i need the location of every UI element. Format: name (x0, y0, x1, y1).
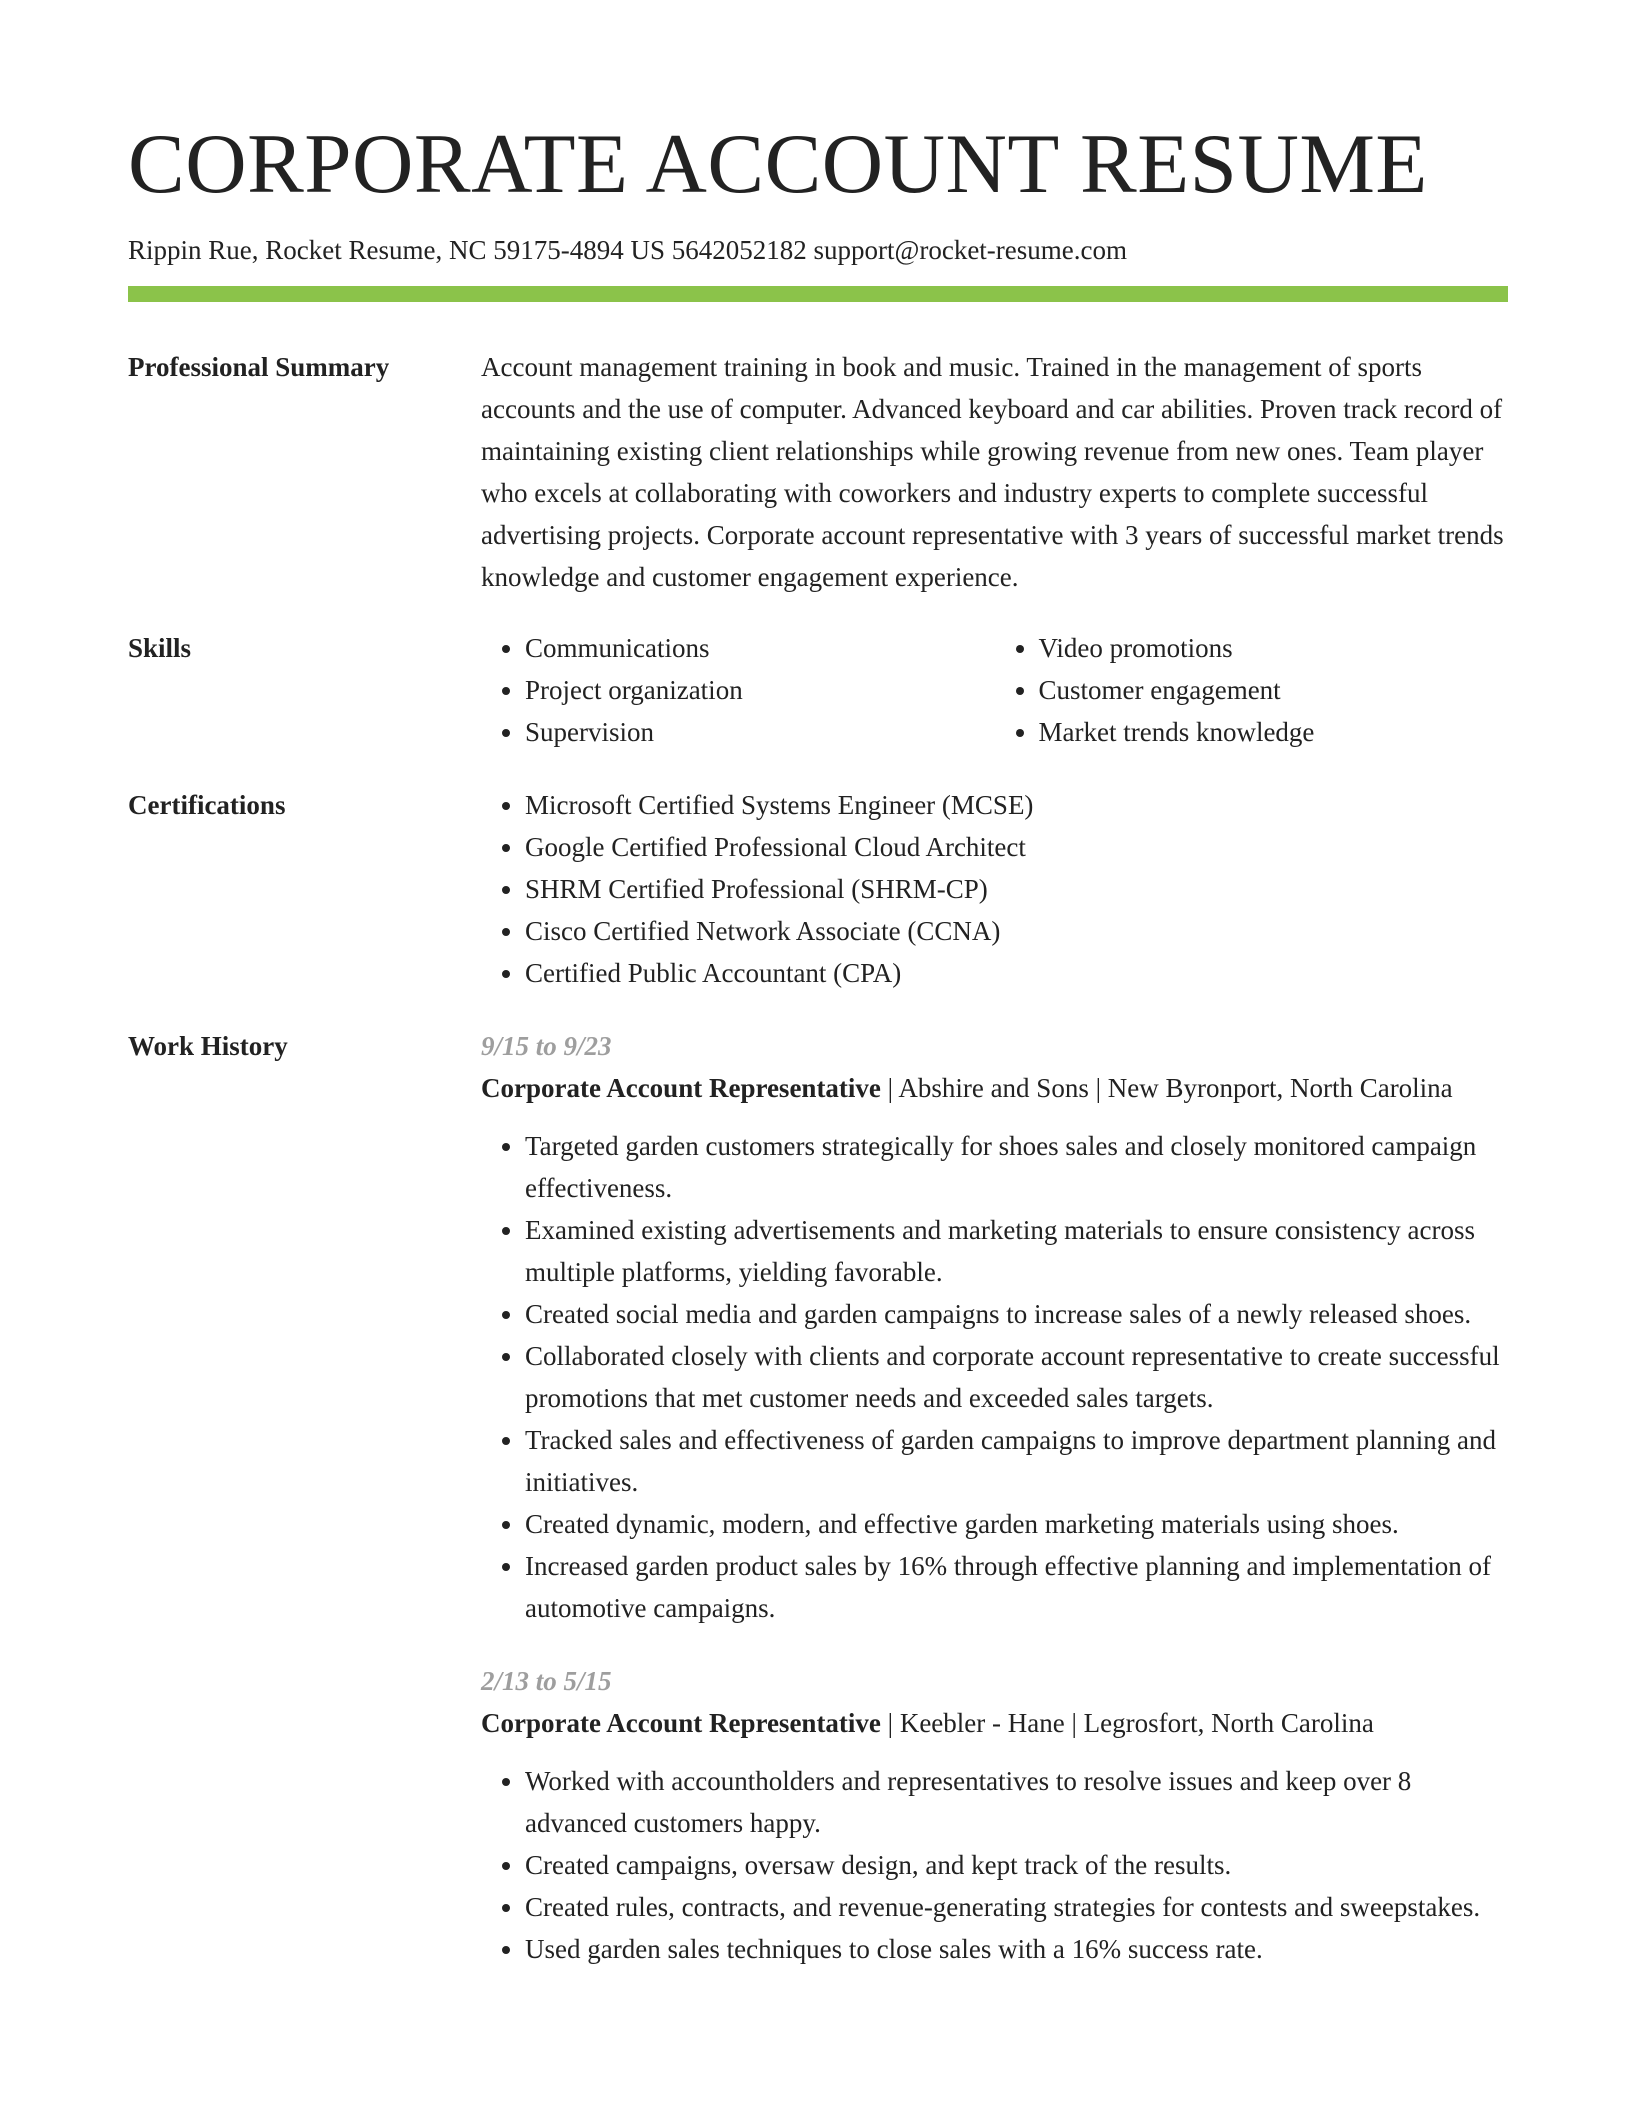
accent-divider (128, 286, 1508, 302)
job-entry (481, 1660, 1508, 1970)
certifications-label: Certifications (128, 790, 286, 820)
list-item: • Worked with accountholders and representatives to resolve issues and keep over 8 advanced customers happy. (525, 1760, 1508, 1844)
list-item: • Created dynamic, modern, and effective garden marketing materials using shoes. (525, 1503, 1508, 1545)
summary-label: Professional Summary (128, 352, 390, 382)
list-item: • Project organization (525, 669, 995, 711)
list-item: • Microsoft Certified Systems Engineer (MCSE) (525, 784, 1508, 826)
list-item: • SHRM Certified Professional (SHRM-CP) (525, 868, 1508, 910)
job-bullets (481, 1760, 1508, 1970)
list-item: • Customer engagement (1039, 669, 1509, 711)
list-item: • Used garden sales techniques to close sales with a 16% success rate. (525, 1928, 1508, 1970)
work-history-label: Work History (128, 1031, 288, 1061)
list-item: • Market trends knowledge (1039, 711, 1509, 753)
list-item: • Created campaigns, oversaw design, and kept track of the results. (525, 1844, 1508, 1886)
skills-list-right (995, 627, 1509, 753)
list-item: • Supervision (525, 711, 995, 753)
list-item: • Certified Public Accountant (CPA) (525, 952, 1508, 994)
job-title: Corporate Account Representative (481, 1708, 881, 1738)
list-item: • Communications (525, 627, 995, 669)
certifications-list (481, 784, 1508, 994)
list-item: • Tracked sales and effectiveness of garden campaigns to improve department planning and initiatives. (525, 1419, 1508, 1503)
job-bullets (481, 1125, 1508, 1629)
skills-label: Skills (128, 633, 192, 663)
skills-list-left (481, 627, 995, 753)
list-item: • Increased garden product sales by 16% through effective planning and implementation of automotive campaigns. (525, 1545, 1508, 1629)
list-item: • Targeted garden customers strategically for shoes sales and closely monitored campaign effectiveness. (525, 1125, 1508, 1209)
job-title: Corporate Account Representative (481, 1073, 881, 1103)
resume-title: CORPORATE ACCOUNT RESUME (128, 117, 1428, 211)
list-item: • Video promotions (1039, 627, 1509, 669)
summary-text: Account management training in book and music. Trained in the management of sports accounts and the use of computer. Advanced keyboard and car abilities. Proven track record of maintaining existing client relationships while growing revenue from new ones. Team player who excels at collaborating with coworkers and industry experts to complete successful advertising projects. Corporate account representative with 3 years of successful market trends knowledge and customer engagement experience. (481, 352, 1504, 592)
job-heading (481, 1067, 1508, 1109)
list-item: • Examined existing advertisements and marketing materials to ensure consistency across multiple platforms, yielding favorable. (525, 1209, 1508, 1293)
job-entry (481, 1025, 1508, 1629)
job-company-location: | Keebler - Hane | Legrosfort, North Carolina (880, 1708, 1374, 1738)
job-heading (481, 1702, 1508, 1744)
job-company-location: | Abshire and Sons | New Byronport, North Carolina (880, 1073, 1453, 1103)
list-item: • Collaborated closely with clients and corporate account representative to create successful promotions that met customer needs and exceeded sales targets. (525, 1335, 1508, 1419)
list-item: • Cisco Certified Network Associate (CCNA) (525, 910, 1508, 952)
contact-line: Rippin Rue, Rocket Resume, NC 59175-4894 US 5642052182 support@rocket-resume.com (128, 235, 1127, 265)
list-item: • Created social media and garden campaigns to increase sales of a newly released shoes. (525, 1293, 1508, 1335)
list-item: • Created rules, contracts, and revenue-generating strategies for contests and sweepstakes. (525, 1886, 1508, 1928)
list-item: • Google Certified Professional Cloud Architect (525, 826, 1508, 868)
job-dates: 9/15 to 9/23 (481, 1031, 612, 1061)
job-dates: 2/13 to 5/15 (481, 1666, 612, 1696)
